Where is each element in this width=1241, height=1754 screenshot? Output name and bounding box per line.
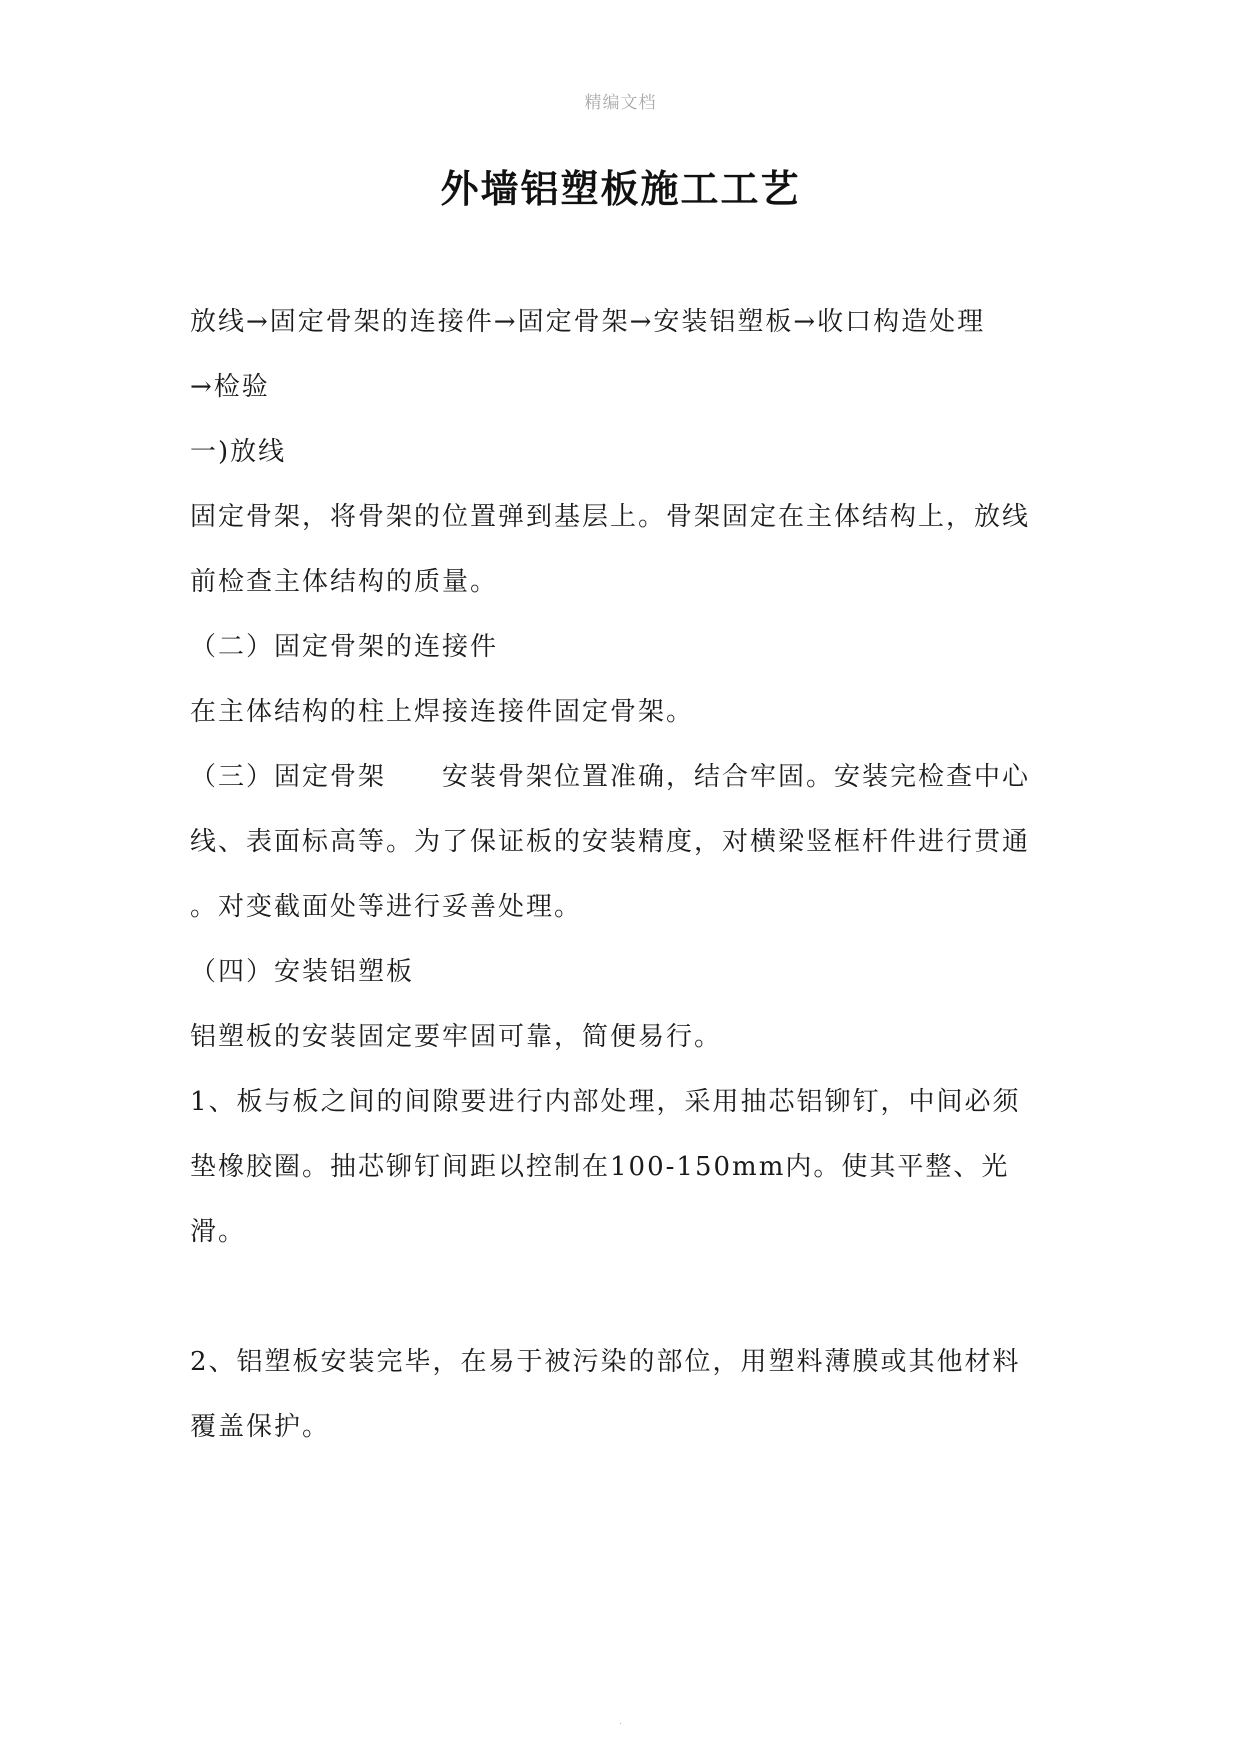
blank-line: [190, 1265, 1060, 1330]
section-heading-2: （二）固定骨架的连接件: [190, 632, 499, 662]
section-line-3: [190, 745, 1060, 810]
list-item-1-line: 1、板与板之间的间隙要进行内部处理，采用抽芯铝铆钉，中间必须: [190, 1087, 1021, 1117]
paragraph-line: 。对变截面处等进行妥善处理。: [190, 892, 583, 922]
paragraph-line: 前检查主体结构的质量。: [190, 567, 499, 597]
document-body: [190, 290, 1060, 1460]
paragraph-line: 线、表面标高等。为了保证板的安装精度，对横梁竖框杆件进行贯通: [190, 827, 1031, 857]
document-title: 外墙铝塑板施工工艺: [440, 167, 801, 211]
paragraph-line: 铝塑板的安装固定要牢固可靠，简便易行。: [190, 1022, 723, 1052]
list-item-2-line: 覆盖保护。: [190, 1412, 331, 1442]
section-heading-4: （四）安装铝塑板: [190, 957, 415, 987]
process-flow-line: →检验: [190, 372, 270, 402]
paragraph-line: 固定骨架，将骨架的位置弹到基层上。骨架固定在主体结构上，放线: [190, 502, 1031, 532]
list-item-1-line: 垫橡胶圈。抽芯铆钉间距以控制在100-150mm内。使其平整、光滑。: [190, 1152, 1010, 1247]
section-heading-3: （三）固定骨架: [190, 762, 387, 792]
list-item-2-line: 2、铝塑板安装完毕，在易于被污染的部位，用塑料薄膜或其他材料: [190, 1347, 1021, 1377]
paragraph-line: 在主体结构的柱上焊接连接件固定骨架。: [190, 697, 695, 727]
section-heading-1: 一)放线: [190, 437, 287, 467]
paragraph-text: 安装骨架位置准确，结合牢固。安装完检查中心: [442, 762, 1031, 792]
footer-mark: .: [618, 1716, 623, 1727]
process-flow-line: 放线→固定骨架的连接件→固定骨架→安装铝塑板→收口构造处理: [190, 307, 986, 337]
page-header-watermark: 精编文档: [584, 93, 657, 113]
